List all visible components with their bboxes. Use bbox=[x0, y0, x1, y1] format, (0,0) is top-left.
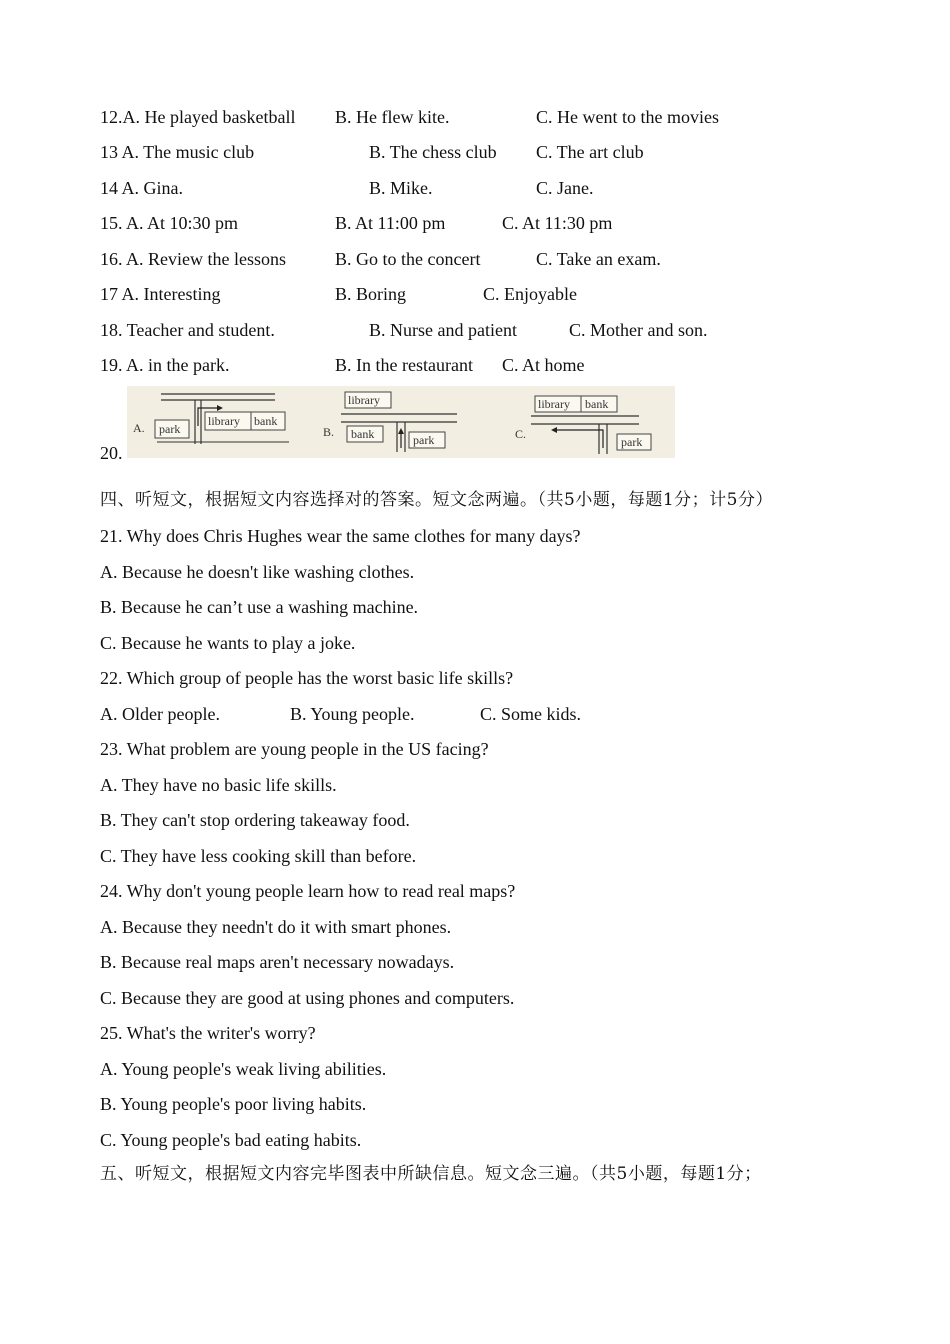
q19-option-a: 19. A. in the park. bbox=[100, 355, 230, 375]
q15-option-a: 15. A. At 10:30 pm bbox=[100, 213, 239, 233]
map-a-park: park bbox=[159, 422, 181, 436]
q23-option-b: B. They can't stop ordering takeaway food. bbox=[100, 810, 410, 830]
map-c-bank: bank bbox=[585, 397, 609, 411]
q13-option-b: B. The chess club bbox=[369, 142, 497, 162]
q16-option-b: B. Go to the concert bbox=[335, 249, 481, 269]
q14-option-c: C. Jane. bbox=[536, 178, 594, 198]
map-c-library: library bbox=[538, 397, 570, 411]
q20-map-options-image bbox=[127, 386, 675, 458]
q12-option-a: 12.A. He played basketball bbox=[100, 107, 296, 127]
q21-option-c: C. Because he wants to play a joke. bbox=[100, 633, 356, 653]
q12-option-c: C. He went to the movies bbox=[536, 107, 719, 127]
q25-option-b: B. Young people's poor living habits. bbox=[100, 1094, 367, 1114]
q24-option-c: C. Because they are good at using phones and computers. bbox=[100, 988, 515, 1008]
section-5-heading: 五、听短文，根据短文内容完毕图表中所缺信息。短文念三遍。（共5小题，每题1分； bbox=[100, 1164, 762, 1184]
map-a-library: library bbox=[208, 414, 240, 428]
q22-option-b: B. Young people. bbox=[290, 704, 415, 724]
q18-option-c: C. Mother and son. bbox=[569, 320, 708, 340]
map-option-b bbox=[323, 392, 457, 452]
map-option-a bbox=[133, 394, 289, 444]
q25-option-c: C. Young people's bad eating habits. bbox=[100, 1130, 362, 1150]
map-c-letter: C. bbox=[515, 427, 527, 441]
q24-option-a: A. Because they needn't do it with smart phones. bbox=[100, 917, 452, 937]
q20-number: 20. bbox=[100, 443, 123, 463]
map-a-letter: A. bbox=[133, 421, 145, 435]
q12-option-b: B. He flew kite. bbox=[335, 107, 450, 127]
q22-option-a: A. Older people. bbox=[100, 704, 220, 724]
q19-option-c: C. At home bbox=[502, 355, 585, 375]
q21-question: 21. Why does Chris Hughes wear the same clothes for many days? bbox=[100, 526, 581, 546]
q17-option-a: 17 A. Interesting bbox=[100, 284, 221, 304]
q19-option-b: B. In the restaurant bbox=[335, 355, 473, 375]
map-b-library: library bbox=[348, 393, 380, 407]
q17-option-b: B. Boring bbox=[335, 284, 407, 304]
q13-option-c: C. The art club bbox=[536, 142, 644, 162]
q16-option-c: C. Take an exam. bbox=[536, 249, 661, 269]
q21-option-b: B. Because he can’t use a washing machine. bbox=[100, 597, 419, 617]
map-b-bank: bank bbox=[351, 427, 375, 441]
q15-option-b: B. At 11:00 pm bbox=[335, 213, 446, 233]
q23-option-a: A. They have no basic life skills. bbox=[100, 775, 337, 795]
q15-option-c: C. At 11:30 pm bbox=[502, 213, 613, 233]
q24-question: 24. Why don't young people learn how to read real maps? bbox=[100, 881, 516, 901]
q18-option-a: 18. Teacher and student. bbox=[100, 320, 275, 340]
q22-question: 22. Which group of people has the worst basic life skills? bbox=[100, 668, 514, 688]
q17-option-c: C. Enjoyable bbox=[483, 284, 577, 304]
q22-option-c: C. Some kids. bbox=[480, 704, 582, 724]
q24-option-b: B. Because real maps aren't necessary nowadays. bbox=[100, 952, 455, 972]
section-4-heading: 四、听短文，根据短文内容选择对的答案。短文念两遍。（共5小题，每题1分；计5分） bbox=[100, 490, 773, 510]
map-a-bank: bank bbox=[254, 414, 278, 428]
map-b-letter: B. bbox=[323, 425, 335, 439]
q23-option-c: C. They have less cooking skill than before. bbox=[100, 846, 417, 866]
q16-option-a: 16. A. Review the lessons bbox=[100, 249, 286, 269]
q18-option-b: B. Nurse and patient bbox=[369, 320, 517, 340]
map-c-park: park bbox=[621, 435, 643, 449]
q23-question: 23. What problem are young people in the US facing? bbox=[100, 739, 489, 759]
q25-question: 25. What's the writer's worry? bbox=[100, 1023, 316, 1043]
q14-option-a: 14 A. Gina. bbox=[100, 178, 183, 198]
map-option-c bbox=[515, 396, 651, 454]
q14-option-b: B. Mike. bbox=[369, 178, 433, 198]
map-b-park: park bbox=[413, 433, 435, 447]
q25-option-a: A. Young people's weak living abilities. bbox=[100, 1059, 387, 1079]
q21-option-a: A. Because he doesn't like washing clothes. bbox=[100, 562, 415, 582]
q13-option-a: 13 A. The music club bbox=[100, 142, 255, 162]
